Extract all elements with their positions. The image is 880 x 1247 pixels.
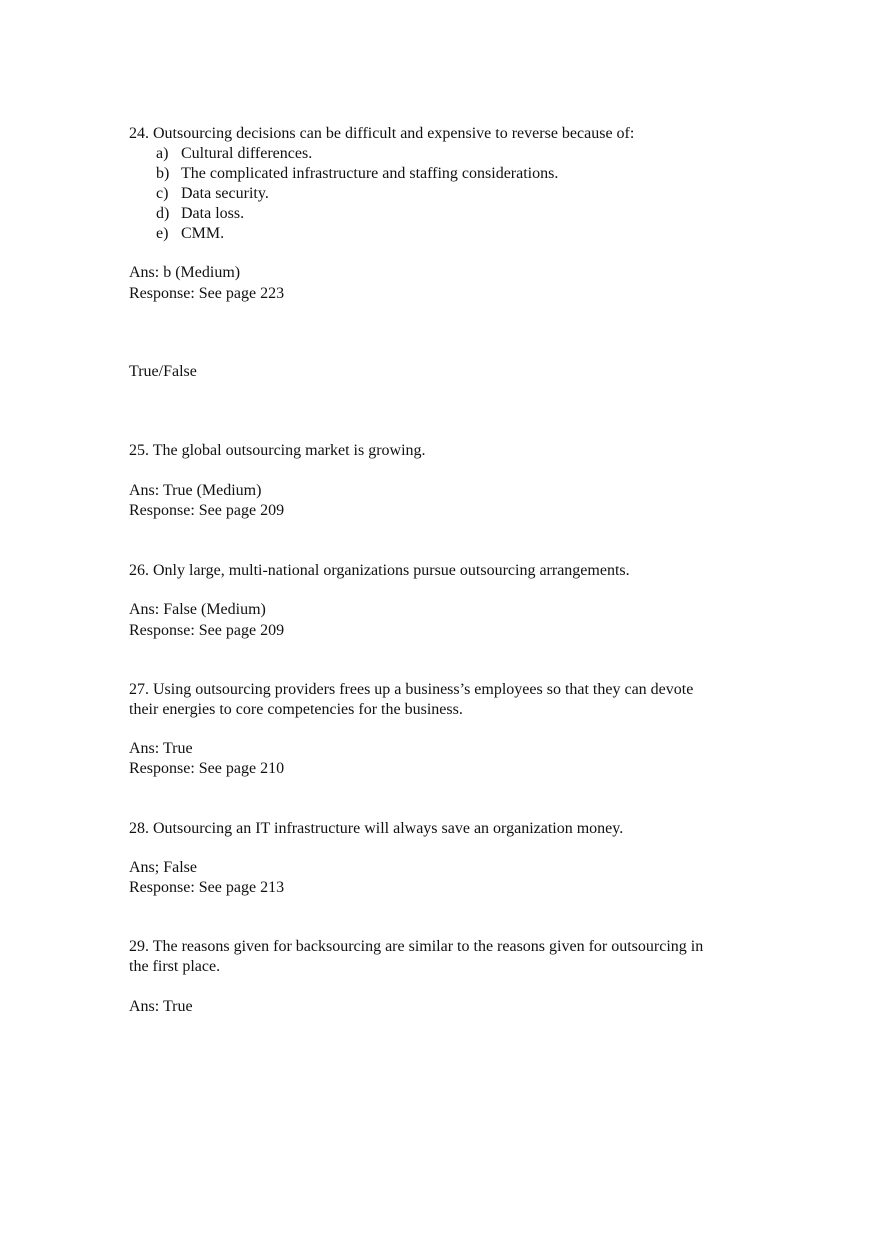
question-28-answer: Ans; False: [129, 859, 197, 876]
option-a-letter: a): [156, 145, 169, 162]
question-26-response: Response: See page 209: [129, 622, 285, 639]
option-a-text: Cultural differences.: [181, 145, 313, 162]
question-25-answer: Ans: True (Medium): [129, 482, 262, 499]
question-29-text-line1: 29. The reasons given for backsourcing are similar to the reasons given for outsourcing in: [129, 938, 704, 955]
question-26-answer: Ans: False (Medium): [129, 601, 266, 618]
section-heading-true-false: True/False: [129, 363, 197, 380]
question-27-text-line2: their energies to core competencies for the business.: [129, 701, 463, 718]
question-29-text-line2: the first place.: [129, 958, 221, 975]
question-24-answer: Ans: b (Medium): [129, 264, 241, 281]
question-24-response: Response: See page 223: [129, 285, 285, 302]
option-e-letter: e): [156, 225, 169, 242]
option-d-text: Data loss.: [181, 205, 245, 222]
option-b-letter: b): [156, 165, 170, 182]
question-27-answer: Ans: True: [129, 740, 193, 757]
question-28-text: 28. Outsourcing an IT infrastructure will always save an organization money.: [129, 820, 624, 837]
option-b-text: The complicated infrastructure and staffing considerations.: [181, 165, 559, 182]
question-25-response: Response: See page 209: [129, 502, 285, 519]
question-28-response: Response: See page 213: [129, 879, 285, 896]
option-c-text: Data security.: [181, 185, 269, 202]
option-e-text: CMM.: [181, 225, 225, 242]
question-29-answer: Ans: True: [129, 998, 193, 1015]
question-24-text: 24. Outsourcing decisions can be difficult and expensive to reverse because of:: [129, 125, 635, 142]
question-27-text-line1: 27. Using outsourcing providers frees up a business’s employees so that they can devote: [129, 681, 694, 698]
question-26-text: 26. Only large, multi-national organizations pursue outsourcing arrangements.: [129, 562, 630, 579]
question-25-text: 25. The global outsourcing market is growing.: [129, 442, 426, 459]
option-d-letter: d): [156, 205, 170, 222]
option-c-letter: c): [156, 185, 169, 202]
question-27-response: Response: See page 210: [129, 760, 285, 777]
